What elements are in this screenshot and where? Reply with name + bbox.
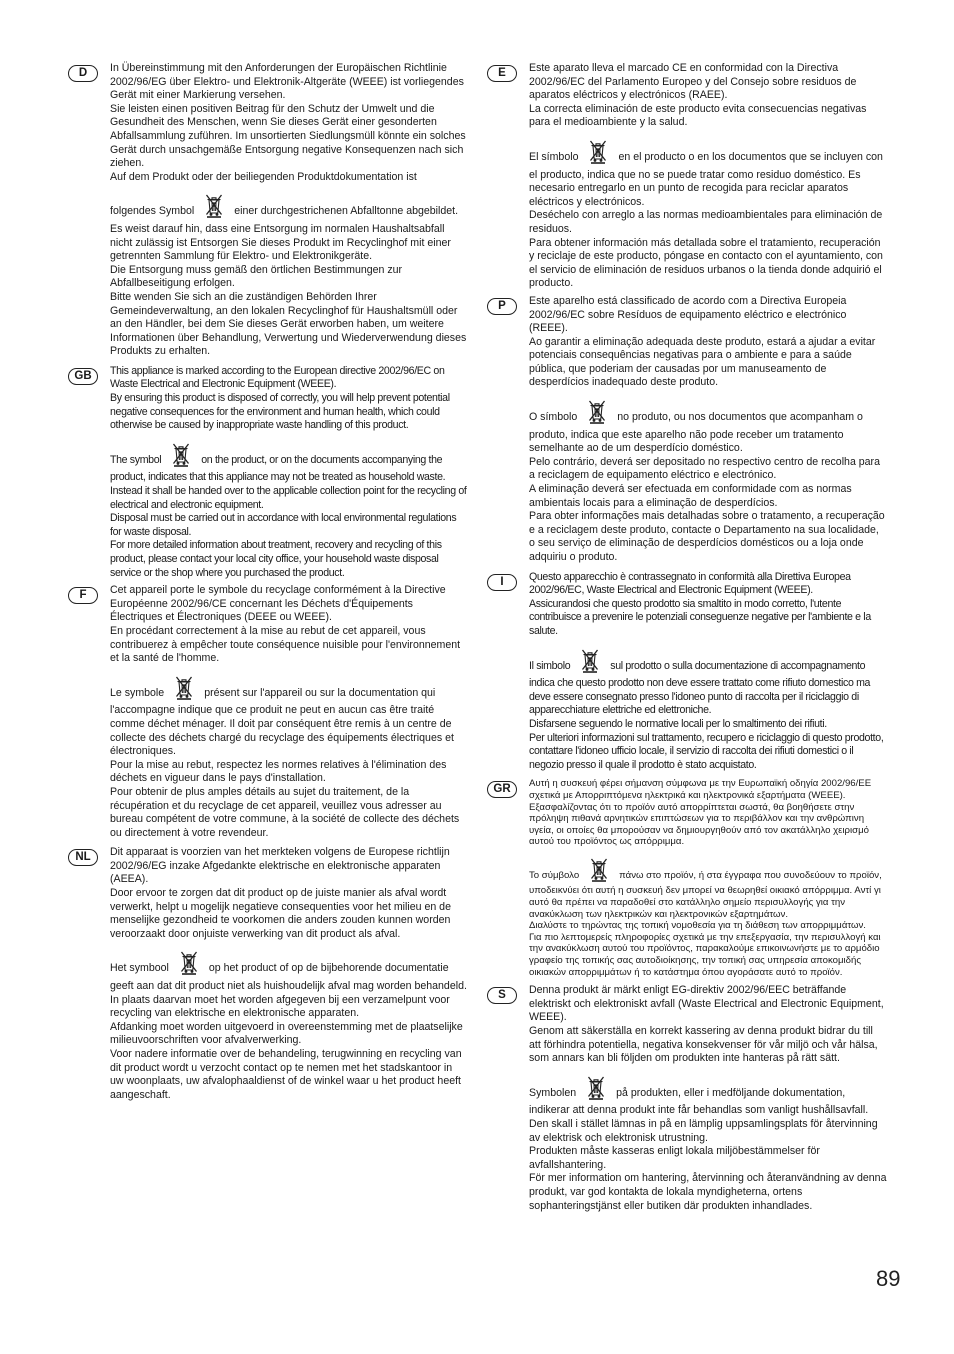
paragraph: Produkten måste kasseras enligt lokala miljöbestämmelser för avfallshantering. bbox=[529, 1145, 820, 1171]
paragraph: Εξασφαλίζοντας ότι το προϊόν αυτό απορρίπτεται σωστά, θα βοηθήσετε στην πρόληψη πιθανά αρνητικών επιπτώσεων για το περιβάλλον και την ανθρώπινη υγεία, οι οποίες θα μπορούσαν να δημιουργηθούν από τον ακατάλληλο χειρισμό αυτού του προϊόντος ως απόρριμμα. bbox=[529, 801, 869, 848]
section-d bbox=[68, 62, 468, 359]
symbol-trail-text: no produto, ou nos documentos que acompanham o produto, indica que este aparelho não pode receber um tratamento semelhante ao de um desperdício doméstico. bbox=[529, 411, 863, 455]
crossed-out-wheelie-bin-icon bbox=[174, 674, 194, 705]
section-gr bbox=[487, 778, 887, 978]
symbol-lead-text: Il simbolo bbox=[529, 659, 571, 672]
paragraph: Pelo contrário, deverá ser depositado no respectivo centro de recolha para a reciclagem de equipamento eléctrico e electrónico. bbox=[529, 455, 880, 482]
language-badge-p: P bbox=[487, 298, 517, 315]
symbol-paragraph bbox=[529, 1074, 887, 1145]
symbol-lead-text: El símbolo bbox=[529, 150, 579, 163]
symbol-trail-text: på produkten, eller i medföljande dokumentation, indikerar att denna produkt inte får behandlas som vanligt hushållsavfall. Den skall i stället lämnas in på en lämplig uppsamlingsplats för återvinning av elektrisk och elektronisk utrustning. bbox=[529, 1086, 878, 1144]
paragraph: Sie leisten einen positiven Beitrag für den Schutz der Umwelt und die Gesundheit des Menschen, wenn Sie dieses Gerät einer gesonderten Abfallsammlung zuführen. Im unsortierten Siedlungsmüll könnte ein solches Gerät durch unsachgemäße Entsorgung negative Konsequenzen nach sich ziehen. bbox=[110, 102, 466, 170]
symbol-lead-text: Het symbool bbox=[110, 962, 169, 975]
paragraph: Για πιο λεπτομερείς πληροφορίες σχετικά με την επεξεργασία, την περισυλλογή και την ανακύκλωση αυτού του προϊόντος, παρακαλούμε επικοινωνήστε με το αρμόδιο γραφείο της τοπικής σας αυτοδιοίκησης, την τοπική σας υπηρεσία αποκομιδής οικιακών απορριμμάτων ή το κατάστημα όπου αγοράσατε αυτό το προϊόν. bbox=[529, 931, 881, 978]
symbol-paragraph bbox=[529, 856, 887, 920]
section-nl bbox=[68, 846, 468, 1102]
paragraph: För mer information om hantering, återvinning och återanvändning av denna produkt, var god kontakta de lokala myndigheterna, ortens sophanteringstjänst eller butiken där produkten inhandlades. bbox=[529, 1172, 887, 1212]
paragraph: Este aparelho está classificado de acordo com a Directiva Europeia 2002/96/EC sobre Resíduos de equipamento eléctrico e electrónico (REEE). bbox=[529, 294, 847, 335]
paragraph: Door ervoor te zorgen dat dit product op de juiste manier als afval wordt verwerkt, helpt u mogelijk negatieve consequenties voor het milieu en de menselijke gezondheid te voorkomen die anders zouden kunnen worden veroorzaakt door onjuiste verwerking van dit product als afval. bbox=[110, 887, 451, 940]
language-badge-e: E bbox=[487, 65, 517, 82]
language-badge-f: F bbox=[68, 587, 98, 604]
language-badge-gb: GB bbox=[68, 368, 98, 385]
paragraph: Pour la mise au rebut, respectez les normes relatives à l'élimination des déchets en vigueur dans le pays d'installation. bbox=[110, 758, 447, 785]
symbol-lead-text: Le symbole bbox=[110, 686, 165, 699]
paragraph: Per ulteriori informazioni sul trattamento, recupero e riciclaggio di questo prodotto, contattare l'idoneo ufficio locale, il servizio di raccolta dei rifiuti domestici o il negozio presso il quale il prodotto è stato acquistato. bbox=[529, 731, 884, 771]
crossed-out-wheelie-bin-icon bbox=[586, 1074, 606, 1105]
paragraph: Este aparato lleva el marcado CE en conformidad con la Directiva 2002/96/EC del Parlamento Europeo y del Consejo sobre residuos de aparatos eléctricos y electrónicos (RAEE). bbox=[529, 62, 857, 102]
section-p bbox=[487, 295, 887, 565]
section-gb bbox=[68, 365, 468, 580]
paragraph: Denna produkt är märkt enligt EG-direktiv 2002/96/EEC beträffande elektriskt och elektroniskt avfall (Waste Electrical and Electronic Equipment, WEEE). bbox=[529, 984, 884, 1024]
paragraph: La correcta eliminación de este producto evita consecuencias negativas para el medioambiente y la salud. bbox=[529, 102, 867, 129]
paragraph: Cet appareil porte le symbole du recyclage conformément à la Directive Européenne 2002/96/CE concernant les Déchets d'Équipements Électriques et Électroniques (DEEE ou WEEE). bbox=[110, 584, 446, 624]
section-f bbox=[68, 584, 468, 840]
paragraph: Voor nadere informatie over de behandeling, terugwinning en recycling van dit product wordt u verzocht contact op te nemen met het stadskantoor in uw woonplaats, uw afvalophaaldienst of de winkel waar u het product heeft aangeschaft. bbox=[110, 1048, 462, 1101]
section-s bbox=[487, 984, 887, 1213]
paragraph: Genom att säkerställa en korrekt kassering av denna produkt bidrar du till att förhindra potentiella, negativa konsekvenser för vår miljö och vår hälsa, som annars kan bli följden om produkten inte hanteras på rätt sätt. bbox=[529, 1025, 878, 1065]
crossed-out-wheelie-bin-icon bbox=[179, 949, 199, 980]
right-column bbox=[487, 62, 887, 1221]
paragraph: Bitte wenden Sie sich an die zuständigen Behörden Ihrer Gemeindeverwaltung, an den lokalen Recyclinghof für Haushaltsmüll oder an den Händler, bei dem Sie dieses Gerät erworben haben, um weitere Informationen über Behandlung, Verwertung und Wiederverwendung dieses Produkts zu erhalten. bbox=[110, 290, 467, 358]
paragraph: This appliance is marked according to the European directive 2002/96/EC on Waste Electrical and Electronic Equipment (WEEE). bbox=[110, 364, 445, 391]
paragraph: Ao garantir a eliminação adequada deste produto, estará a ajudar a evitar potenciais consequências negativas para o ambiente e para a saúde pública, que poderiam der causadas por um manuseamento de desperdícios inadequado deste produto. bbox=[529, 335, 876, 389]
paragraph: Assicurandosi che questo prodotto sia smaltito in modo corretto, l'utente contribuisce a prevenire le potenziali conseguenze negative per l'ambiente e la salute. bbox=[529, 597, 871, 637]
paragraph: Para obter informações mais detalhadas sobre o tratamento, a recuperação e a reciclagem deste produto, contacte o Departamento na sua localidade, o seu serviço de eliminação de desperdícios domésticos ou a loja onde adquiriu o produto. bbox=[529, 510, 885, 563]
paragraph: Disfarsene seguendo le normative locali per lo smaltimento dei rifiuti. bbox=[529, 717, 827, 730]
paragraph: Auf dem Produkt oder der beiliegenden Produktdokumentation ist bbox=[110, 170, 417, 183]
symbol-lead-text: Το σύμβολο bbox=[529, 869, 580, 881]
paragraph: In Übereinstimmung mit den Anforderungen der Europäischen Richtlinie 2002/96/EG über Elektro- und Elektronik-Altgeräte (WEEE) ist vorliegendes Gerät mit einer Markierung versehen. bbox=[110, 62, 464, 102]
symbol-trail-text: sul prodotto o sulla documentazione di accompagnamento indica che questo prodotto non deve essere trattato come rifiuto domestico ma deve essere consegnato presso l'idoneo punto di raccolta per il riciclaggio di apparecchiature elettriche ed elettroniche. bbox=[529, 659, 871, 717]
symbol-trail-text: en el producto o en los documentos que se incluyen con el producto, indica que no se puede tratar como residuo doméstico. Es necesario entregarlo en un punto de recogida para reciclar aparatos eléctricos y electrónicos. bbox=[529, 150, 883, 208]
symbol-paragraph bbox=[110, 192, 468, 263]
crossed-out-wheelie-bin-icon bbox=[588, 138, 608, 169]
language-badge-nl: NL bbox=[68, 849, 98, 866]
symbol-lead-text: O símbolo bbox=[529, 411, 578, 424]
symbol-lead-text: Symbolen bbox=[529, 1086, 577, 1099]
section-i bbox=[487, 571, 887, 773]
symbol-lead-text: folgendes Symbol bbox=[110, 205, 195, 218]
symbol-trail-text: présent sur l'appareil ou sur la documentation qui l'accompagne indique que ce produit ne peut en aucun cas être traité comme déchet ménager. Il doit par conséquent être remis à un centre de collecte des déchets chargé du recyclage des équipements électriques et électroniques. bbox=[110, 686, 454, 758]
paragraph: En procédant correctement à la mise au rebut de cet appareil, vous contribuerez à empêcher toute conséquence nuisible pour l'environnement et la santé de l'homme. bbox=[110, 624, 461, 665]
symbol-paragraph bbox=[529, 647, 887, 718]
symbol-trail-text: πάνω στο προϊόν, ή στα έγγραφα που συνοδεύουν το προϊόν, υποδεικνύει ότι αυτή η συσκευή δεν μπορεί να θεωρηθεί οικιακό απόρριμμα. Αντί γι αυτό θα πρέπει να παραδοθεί στο κατάλληλο σημείο περισυλλογής για την ανακύκλωση των ηλεκτρικών και ηλεκτρονικών εξαρτημάτων. bbox=[529, 869, 882, 920]
page-number: 89 bbox=[876, 1266, 901, 1291]
symbol-paragraph bbox=[110, 674, 468, 759]
paragraph: For more detailed information about treatment, recovery and recycling of this product, please contact your local city office, your household waste disposal service or the shop where you purchased the product. bbox=[110, 539, 442, 579]
crossed-out-wheelie-bin-icon bbox=[171, 441, 191, 472]
paragraph: Disposal must be carried out in accordance with local environmental regulations for waste disposal. bbox=[110, 512, 457, 538]
symbol-paragraph bbox=[529, 398, 887, 456]
paragraph: Questo apparecchio è contrassegnato in conformità alla Direttiva Europea 2002/96/EC, Waste Electrical and Electronic Equipment (WEEE). bbox=[529, 570, 851, 597]
paragraph: Διαλύστε το τηρώντας της τοπική νομοθεσία για τη διάθεση των απορριμμάτων. bbox=[529, 920, 866, 932]
symbol-paragraph bbox=[110, 441, 468, 512]
crossed-out-wheelie-bin-icon bbox=[580, 647, 600, 678]
paragraph: Afdanking moet worden uitgevoerd in overeenstemming met de plaatselijke milieuvoorschriften voor afvalverwerking. bbox=[110, 1020, 463, 1047]
symbol-paragraph bbox=[110, 949, 468, 1020]
paragraph: Αυτή η συσκευή φέρει σήμανση σύμφωνα με την Ευρωπαϊκή οδηγία 2002/96/ΕΕ σχετικά με Απορριπτόμενα ηλεκτρικά και ηλεκτρονικά εξαρτήματα (WEEE). bbox=[529, 778, 872, 801]
language-badge-i: I bbox=[487, 574, 517, 591]
crossed-out-wheelie-bin-icon bbox=[589, 856, 609, 886]
crossed-out-wheelie-bin-icon bbox=[587, 398, 607, 429]
symbol-trail-text: einer durchgestrichenen Abfalltonne abgebildet. Es weist darauf hin, dass eine Entsorgung im normalen Haushaltsabfall nicht zulässig ist Entsorgen Sie dieses Produkt im Recyclinghof mit einer getrennten Sammlung für Elektro- und Elektronikgeräte. bbox=[110, 205, 459, 263]
left-column bbox=[68, 62, 468, 1110]
symbol-trail-text: op het product of op de bijbehorende documentatie geeft aan dat dit product niet als huishoudelijk afval mag worden behandeld. In plaats daarvan moet het worden afgegeven bij een verzamelpunt voor recycling van elektrische en elektronische apparaten. bbox=[110, 962, 467, 1020]
paragraph: By ensuring this product is disposed of correctly, you will help prevent potential negative consequences for the environment and human health, which could otherwise be caused by inappropriate waste handling of this product. bbox=[110, 392, 450, 432]
paragraph: A eliminação deverá ser efectuada em conformidade com as normas ambientais locais para a eliminação de desperdícios. bbox=[529, 483, 852, 509]
paragraph: Pour obtenir de plus amples détails au sujet du traitement, de la récupération et du recyclage de cet appareil, veuillez vous adresser au bureau compétent de votre commune, à la société de collecte des déchets ou directement à votre revendeur. bbox=[110, 785, 460, 839]
symbol-trail-text: on the product, or on the documents accompanying the product, indicates that this appliance may not be treated as household waste. Instead it shall be handed over to the applicable collection point for the recycling of electrical and electronic equipment. bbox=[110, 453, 467, 511]
language-badge-gr: GR bbox=[487, 781, 517, 798]
crossed-out-wheelie-bin-icon bbox=[204, 192, 224, 223]
paragraph: Para obtener información más detallada sobre el tratamiento, recuperación y reciclaje de este producto, póngase en contacto con el ayuntamiento, con el servicio de eliminación de residuos urbanos o la tienda donde adquirió el producto. bbox=[529, 236, 883, 290]
language-badge-s: S bbox=[487, 987, 517, 1004]
section-e bbox=[487, 62, 887, 291]
symbol-lead-text: The symbol bbox=[110, 453, 162, 466]
language-badge-d: D bbox=[68, 65, 98, 82]
paragraph: Deséchelo con arreglo a las normas medioambientales para eliminación de residuos. bbox=[529, 209, 883, 235]
paragraph: Die Entsorgung muss gemäß den örtlichen Bestimmungen zur Abfallbeseitigung erfolgen. bbox=[110, 263, 403, 290]
paragraph: Dit apparaat is voorzien van het merkteken volgens de Europese richtlijn 2002/96/EG inzake Afgedankte elektrische en elektronische apparaten (AEEA). bbox=[110, 846, 450, 886]
symbol-paragraph bbox=[529, 138, 887, 209]
